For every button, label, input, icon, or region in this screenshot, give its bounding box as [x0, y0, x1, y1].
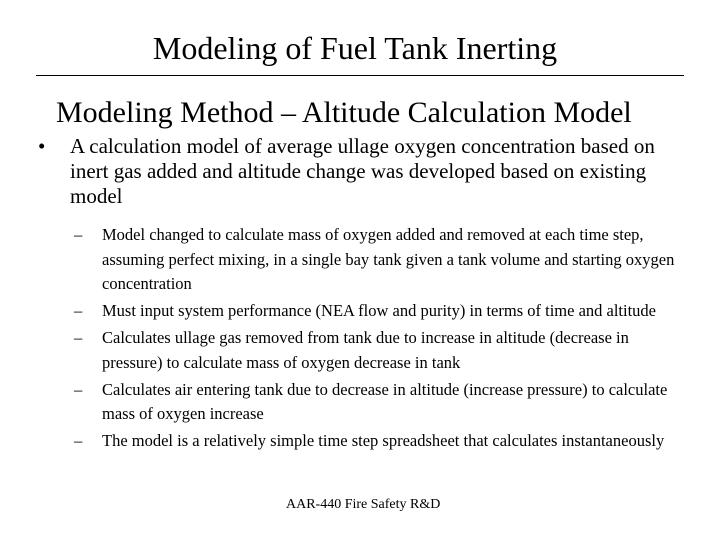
title-divider [36, 75, 684, 76]
sub-bullet [74, 223, 684, 297]
sub-bullet-text: Calculates air entering tank due to decrease in altitude (increase pressure) to calculate mass of oxygen increase [102, 379, 668, 423]
dash-marker: – [74, 225, 83, 244]
sub-bullet-text: The model is a relatively simple time step spreadsheet that calculates instantaneously [102, 431, 665, 450]
sub-bullet-list [74, 223, 684, 456]
slide-footer: AAR-440 Fire Safety R&D [286, 497, 441, 512]
slide-subtitle: Modeling Method – Altitude Calculation Model [56, 96, 632, 129]
sub-bullet [74, 326, 684, 375]
sub-bullet [74, 299, 684, 324]
dash-marker: – [74, 431, 83, 450]
sub-bullet [74, 378, 684, 427]
slide-title: Modeling of Fuel Tank Inerting [152, 30, 558, 66]
dash-marker: – [74, 379, 83, 399]
sub-bullet [74, 429, 684, 454]
sub-bullet-text: Calculates ullage gas removed from tank due to increase in altitude (decrease in pressure) to calculate mass of oxygen decrease in tank [102, 328, 629, 372]
dash-marker: – [74, 301, 83, 320]
sub-bullet-text: Must input system performance (NEA flow and purity) in terms of time and altitude [102, 301, 657, 320]
main-bullet-text: A calculation model of average ullage oxygen concentration based on inert gas added and altitude change was developed based on existing model [70, 134, 655, 208]
bullet-marker: • [38, 134, 46, 158]
sub-bullet-text: Model changed to calculate mass of oxygen added and removed at each time step, assuming perfect mixing, in a single bay tank given a tank volume and starting oxygen concentration [102, 225, 675, 293]
dash-marker: – [74, 328, 83, 347]
main-bullet [38, 134, 688, 209]
